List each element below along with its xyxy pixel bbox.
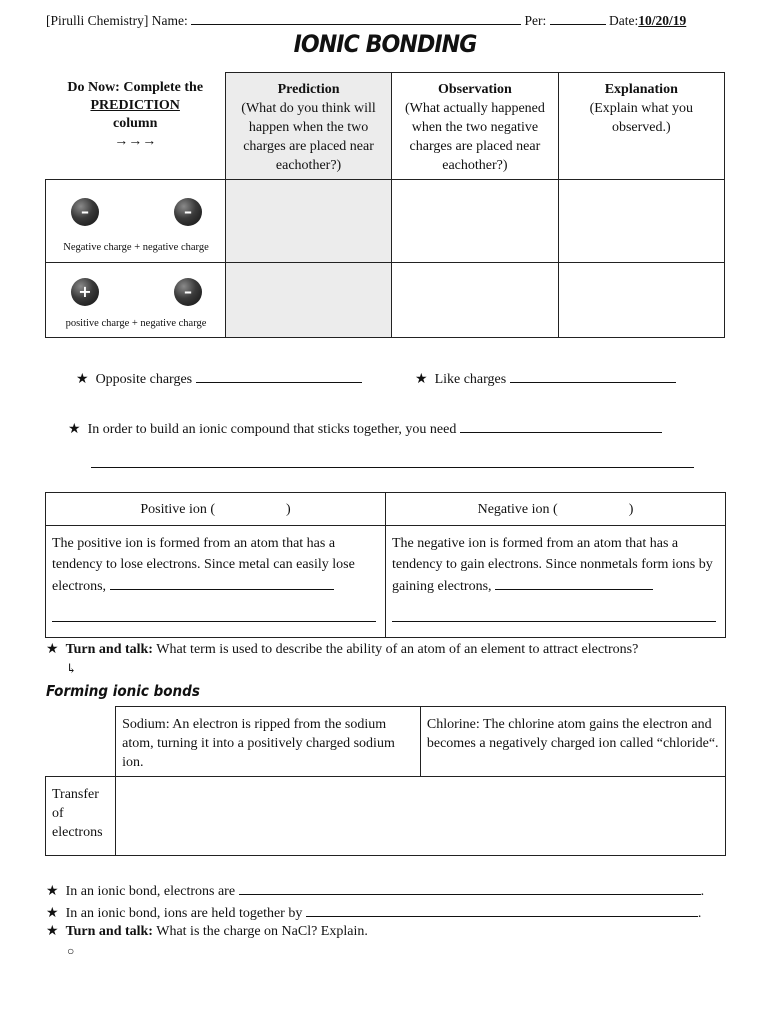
neg-neg-label: Negative charge + negative charge: [63, 242, 209, 253]
positive-ion-text-cell: [46, 526, 386, 638]
star-icon: ★: [46, 884, 59, 899]
like-charges-line: [415, 368, 676, 388]
date-label: Date:: [608, 13, 639, 28]
pos-neg-cell: [46, 263, 226, 338]
answer-circle-icon: ○: [67, 944, 75, 958]
ionic-need-label: In order to build an ionic compound that sticks together, you need: [87, 422, 457, 437]
negative-ion-header: [386, 493, 726, 526]
turn-talk-2: [46, 923, 368, 940]
neg-neg-cell: [46, 180, 226, 263]
negative-ion-fill-blank-2[interactable]: [392, 621, 716, 622]
turn-talk-label-2: Turn and talk:: [65, 924, 153, 939]
ion-table: [45, 492, 726, 638]
date-value: 10/20/19: [638, 13, 687, 28]
observation-header: [392, 73, 558, 180]
do-now-line2: PREDICTION: [90, 97, 180, 113]
prediction-answer-1[interactable]: [225, 180, 391, 263]
sodium-text: Sodium: An electron is ripped from the sodium atom, turning it into a positively charged sodium ion.: [122, 717, 395, 770]
turn-talk-question-2: What is the charge on NaCl? Explain.: [156, 924, 368, 939]
opposite-charges-blank[interactable]: [196, 368, 362, 383]
star-icon: ★: [46, 924, 59, 939]
do-now-cell: [46, 73, 226, 180]
ionic-need-line: [68, 418, 662, 438]
pos-neg-label: positive charge + negative charge: [65, 318, 207, 329]
ionic-need-blank[interactable]: [460, 418, 662, 433]
opposite-charges-line: [76, 368, 362, 388]
negative-charge-icon: –: [71, 198, 99, 226]
worksheet-header: [46, 10, 686, 29]
star-icon: ★: [76, 372, 89, 387]
negative-charge-icon: –: [174, 198, 202, 226]
do-now-line1: Do Now: Complete the: [67, 79, 204, 95]
period-blank[interactable]: [550, 10, 606, 25]
like-charges-label: Like charges: [434, 372, 507, 387]
negative-ion-text: The negative ion is formed from an atom that has a tendency to gain electrons. Since nonmetals form ions by gaining electrons,: [392, 536, 713, 594]
observation-answer-2[interactable]: [392, 263, 558, 338]
chlorine-cell: [420, 707, 725, 777]
observation-answer-1[interactable]: [392, 180, 558, 263]
ionic-need-blank-2[interactable]: [91, 467, 694, 468]
positive-ion-header: [46, 493, 386, 526]
prediction-table: [45, 72, 725, 338]
like-charges-blank[interactable]: [510, 368, 676, 383]
explanation-answer-1[interactable]: [558, 180, 724, 263]
electrons-are-label: In an ionic bond, electrons are: [65, 884, 236, 899]
transfer-label-cell: [46, 777, 116, 856]
explanation-answer-2[interactable]: [558, 263, 724, 338]
do-now-arrows: →→→: [114, 133, 157, 149]
transfer-answer-cell[interactable]: [116, 777, 726, 856]
explanation-desc: (Explain what you observed.): [589, 101, 693, 135]
prediction-answer-2[interactable]: [225, 263, 391, 338]
close-paren: ): [628, 501, 634, 517]
explanation-title: Explanation: [604, 82, 678, 97]
negative-ion-label: Negative ion (: [477, 501, 558, 517]
empty-corner: [46, 707, 116, 777]
turn-talk-question: What term is used to describe the ability of an atom of an element to attract electrons?: [156, 642, 639, 657]
positive-ion-label: Positive ion (: [140, 501, 215, 517]
positive-ion-text: The positive ion is formed from an atom that has a tendency to lose electrons. Since metal can easily lose electrons,: [52, 536, 355, 594]
electrons-are-blank[interactable]: [239, 880, 701, 895]
negative-ion-text-cell: [386, 526, 726, 638]
period-mark: .: [697, 906, 702, 921]
turn-talk-1: [46, 641, 638, 658]
observation-title: Observation: [437, 82, 512, 97]
period-label: Per:: [524, 13, 547, 28]
positive-ion-fill-blank[interactable]: [110, 575, 334, 590]
explanation-header: [558, 73, 724, 180]
observation-desc: (What actually happened when the two negative charges are placed near eachother?): [404, 101, 545, 173]
forming-ionic-bonds-title: Forming ionic bonds: [46, 682, 200, 700]
prediction-desc: (What do you think will happen when the two charges are placed near eachother?): [241, 101, 376, 173]
prediction-header: [225, 73, 391, 180]
page-title: IONIC BONDING: [293, 30, 477, 58]
opposite-charges-label: Opposite charges: [95, 372, 193, 387]
answer-arrow-icon: ↳: [66, 661, 77, 676]
positive-ion-fill-blank-2[interactable]: [52, 621, 376, 622]
transfer-label: Transfer of electrons: [52, 787, 103, 840]
close-paren: ): [286, 501, 291, 517]
negative-charge-icon: –: [174, 278, 202, 306]
chlorine-text: Chlorine: The chlorine atom gains the electron and becomes a negatively charged ion called “chloride“.: [426, 717, 719, 751]
star-icon: ★: [46, 906, 59, 921]
star-icon: ★: [46, 642, 59, 657]
prediction-title: Prediction: [277, 82, 340, 97]
electrons-are-line: [46, 880, 704, 900]
forming-table: [45, 706, 726, 856]
star-icon: ★: [68, 422, 81, 437]
sodium-cell: [116, 707, 421, 777]
ions-held-blank[interactable]: [306, 902, 698, 917]
star-icon: ★: [415, 372, 428, 387]
negative-ion-fill-blank[interactable]: [495, 575, 653, 590]
name-blank[interactable]: [191, 10, 521, 25]
ions-held-line: [46, 902, 701, 922]
positive-charge-icon: +: [71, 278, 99, 306]
course-name-label: [Pirulli Chemistry] Name:: [46, 13, 188, 28]
turn-talk-label: Turn and talk:: [65, 642, 153, 657]
do-now-line3: column: [113, 115, 158, 131]
period-mark: .: [700, 884, 705, 899]
ions-held-label: In an ionic bond, ions are held together by: [65, 906, 303, 921]
